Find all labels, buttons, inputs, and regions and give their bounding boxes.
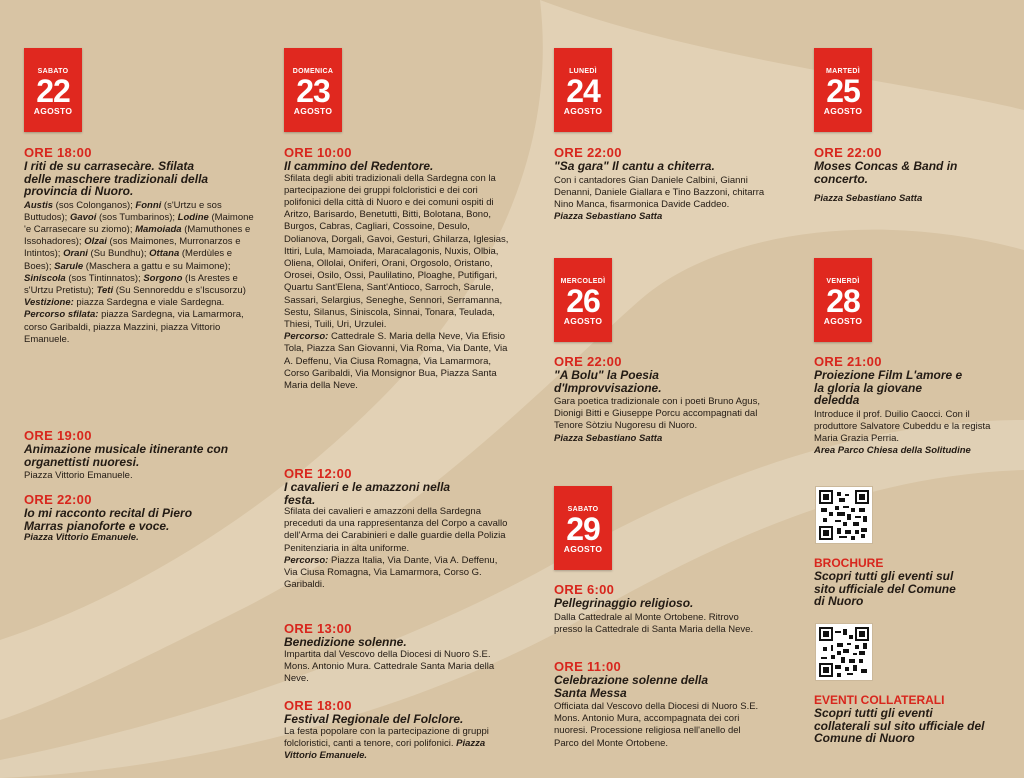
- event-body: [24, 200, 256, 346]
- event-time: ORE 22:00: [814, 145, 882, 160]
- event-time: ORE 12:00: [284, 466, 352, 481]
- brochure-heading: BROCHURE: [814, 556, 884, 570]
- event-title: I cavalieri e le amazzoni nella festa.: [284, 480, 451, 507]
- date-badge-28: [814, 258, 872, 342]
- event-22-1900: [24, 429, 256, 482]
- percorso-text: Cattedrale S. Maria della Neve, Via Efisio Tola, Piazza San Giovanni, Via Roma, Via Dante, Via A. Deffenu, Via Ciusa Romagna, Via Lamarmora, Corso Garibaldi, Via Monsignor Bua, Piazza Santa Maria della Neve.: [284, 331, 508, 391]
- badge-month: AGOSTO: [293, 106, 333, 116]
- event-body: Gara poetica tradizionale con i poeti Bruno Agus, Dionigi Bitti e Giuseppe Porcu accompagnati dal Tenore Sòtziu Nugoresu di Nuoro.: [554, 396, 760, 432]
- event-23-1300: [284, 622, 510, 685]
- event-title: Celebrazione solenne della Santa Messa: [554, 673, 709, 700]
- event-body: Officiata dal Vescovo della Diocesi di Nuoro S.E. Mons. Antonio Mura, accompagnata dei cori nuoresi. Processione religiosa nell'anello del Parco del Monte Ortobene.: [554, 701, 759, 749]
- event-26-2200: [554, 355, 768, 445]
- badge-month: AGOSTO: [563, 544, 603, 554]
- eventi-collaterali-text[interactable]: Scopri tutti gli eventi collaterali sul sito ufficiale del Comune di Nuoro: [814, 706, 985, 745]
- event-title: Pellegrinaggio religioso.: [554, 596, 694, 610]
- event-body: La festa popolare con la partecipazione di gruppi folcloristici, canti a tenore, cori polifonici. Piazza Vittorio Emanuele.: [284, 725, 489, 761]
- event-place: Piazza Sebastiano Satta: [814, 193, 923, 204]
- event-28-2100: [814, 355, 1014, 457]
- event-title: Il cammino del Redentore.: [284, 159, 434, 173]
- eventi-collaterali-heading: EVENTI COLLATERALI: [814, 693, 945, 707]
- event-time: ORE 11:00: [554, 659, 622, 674]
- event-title: Io mi racconto recital di Piero Marras pianoforte e voce.: [24, 506, 193, 533]
- badge-day-of-week: MERCOLEDÌ: [560, 278, 606, 285]
- date-badge-29: [554, 486, 612, 570]
- badge-day-number: 26: [566, 283, 600, 319]
- event-description: Sfilata dei cavalieri e amazzoni della Sardegna preceduti da una rappresentanza del Corpo a cavallo dell'Arma dei Carabinieri e dalle guardie della Polizia Penitenziaria in alta uniforme.: [284, 506, 508, 554]
- badge-day-of-week: SABATO: [567, 506, 599, 513]
- badge-day-of-week: MARTEDÌ: [826, 68, 860, 75]
- percorso-label: Percorso:: [284, 331, 329, 343]
- percorso-text: Piazza Italia, Via Dante, Via A. Deffenu, Via Ciusa Romagna, Via Lamarmora, Corso G. Garibaldi.: [284, 554, 498, 591]
- qr-code-icon[interactable]: [816, 487, 872, 543]
- badge-day-number: 29: [566, 511, 600, 547]
- badge-month: AGOSTO: [823, 316, 863, 326]
- event-body: [284, 173, 510, 393]
- brochure-section: [814, 557, 1014, 608]
- event-body: Impartita dal Vescovo della Diocesi di Nuoro S.E. Mons. Antonio Mura. Cattedrale Santa Maria della Neve.: [284, 648, 495, 684]
- badge-day-of-week: VENERDÌ: [826, 278, 860, 285]
- event-title: Moses Concas & Band in concerto.: [814, 159, 958, 186]
- event-place: Area Parco Chiesa della Solitudine: [814, 445, 971, 457]
- event-23-1000: [284, 146, 510, 392]
- date-badge-22: [24, 48, 82, 132]
- event-body: Dalla Cattedrale al Monte Ortobene. Ritrovo presso la Cattedrale di Santa Maria della Neve.: [554, 611, 754, 635]
- event-place: Piazza Vittorio Emanuele.: [284, 737, 486, 761]
- event-22-1800: [24, 146, 256, 346]
- qr-code-icon[interactable]: [816, 624, 872, 680]
- event-24-2200: [554, 146, 768, 223]
- event-time: ORE 22:00: [554, 354, 622, 369]
- event-time: ORE 21:00: [814, 354, 882, 369]
- badge-day-number: 28: [826, 283, 860, 319]
- badge-day-of-week: LUNEDÌ: [569, 68, 597, 75]
- town-list: Austis (sos Colonganos); Fonni (s'Urtzu e sos Buttudos); Gavoi (sos Tumbarinos); Lodine (Maimone 'e Carrasecare su ziomo); Mamoiada (Mamuthones e Issohadores); Olzai (sos Maimones, Murronarzos e Intintos); Orani (Su Bundhu); Ottana (Merdùles e Boes); Sarule (Maschera a gattu e su Maimone); Siniscola (sos Tintinnatos); Sorgono (Is Arestes e s'Urtzu Pretistu); Teti (Su Sennoreddu e s'Iscusorzu): [24, 199, 254, 296]
- eventi-collaterali-section: [814, 694, 1014, 745]
- event-time: ORE 22:00: [24, 492, 92, 507]
- event-title: "Sa gara" Il cantu a chiterra.: [554, 159, 715, 173]
- event-23-1800: [284, 699, 510, 762]
- event-29-1100: [554, 660, 768, 750]
- badge-month: AGOSTO: [823, 106, 863, 116]
- event-place: Piazza Sebastiano Satta: [554, 211, 663, 223]
- badge-day-number: 23: [296, 73, 330, 109]
- event-22-2200: [24, 493, 256, 544]
- event-title: I riti de su carrasecàre. Sfilata delle maschere tradizionali della provincia di Nuoro.: [24, 159, 209, 198]
- badge-day-of-week: SABATO: [37, 68, 69, 75]
- date-badge-25: [814, 48, 872, 132]
- badge-day-of-week: DOMENICA: [292, 68, 334, 75]
- event-time: ORE 6:00: [554, 582, 615, 597]
- vestizione-text: piazza Sardegna e viale Sardegna.: [73, 297, 225, 309]
- badge-month: AGOSTO: [563, 316, 603, 326]
- event-time: ORE 13:00: [284, 621, 352, 636]
- badge-day-number: 25: [826, 73, 860, 109]
- event-title: Animazione musicale itinerante con organettisti nuoresi.: [24, 442, 229, 469]
- event-title: "A Bolu" la Poesia d'Improvvisazione.: [554, 368, 662, 395]
- vestizione-label: Vestizione:: [24, 297, 74, 309]
- event-time: ORE 10:00: [284, 145, 352, 160]
- badge-month: AGOSTO: [33, 106, 73, 116]
- badge-month: AGOSTO: [563, 106, 603, 116]
- brochure-text[interactable]: Scopri tutti gli eventi sul sito ufficiale del Comune di Nuoro: [814, 569, 956, 608]
- date-badge-24: [554, 48, 612, 132]
- event-time: ORE 18:00: [284, 698, 352, 713]
- event-time: ORE 18:00: [24, 145, 92, 160]
- event-25-2200: [814, 146, 1014, 205]
- date-badge-23: [284, 48, 342, 132]
- event-description: Sfilata degli abiti tradizionali della Sardegna con la partecipazione dei gruppi folcloristici e dei cori polifonici della città di Nuoro e dei comuni ospiti di Aritzo, Barisardo, Benetutti, Bitti, Bolotana, Bono, Burgos, Cabras, Cagliari, Cossoine, Desulo, Dolianova, Dorgali, Gavoi, Gesturi, Ghilarza, Iglesias, Ittiri, Lula, Mamoiada, Maracalagonis, Nuxis, Olbia, Oliena, Ollolai, Oniferi, Orani, Orgosolo, Oristano, Orosei, Osilo, Ossi, Paulilatino, Ploaghe, Putifigari, Quartu Sant'Elena, Sant'Antioco, Sarroch, Sarule, Sassari, Selargius, Seneghe, Sennori, Serramanna, Sestu, Silanus, Siniscola, Sinnai, Tonara, Teulada, Thiesi, Tuili, Uri, Urzulei.: [284, 172, 509, 330]
- event-title: Festival Regionale del Folclore.: [284, 712, 464, 726]
- event-place: Piazza Vittorio Emanuele.: [24, 532, 139, 543]
- percorso-text: piazza Sardegna, via Lamarmora, corso Garibaldi, piazza Mazzini, piazza Vittorio Emanuele.: [24, 309, 244, 345]
- event-body: [284, 506, 510, 591]
- event-23-1200: [284, 467, 510, 591]
- event-29-0600: [554, 583, 768, 636]
- date-badge-26: [554, 258, 612, 342]
- event-time: ORE 19:00: [24, 428, 92, 443]
- event-place: Piazza Sebastiano Satta: [554, 432, 663, 444]
- event-time: ORE 22:00: [554, 145, 622, 160]
- percorso-label: Percorso sfilata:: [24, 309, 99, 321]
- event-body: Introduce il prof. Duilio Caocci. Con il produttore Salvatore Cubeddu e la regista Maria Grazia Perria.: [814, 408, 991, 444]
- percorso-label: Percorso:: [284, 554, 329, 566]
- event-title: Benedizione solenne.: [284, 635, 407, 649]
- event-body: Con i cantadores Gian Daniele Calbini, Gianni Denanni, Daniele Giallara e Tino Bazzoni, chitarra Nino Manca, fisarmonica Davide Caddeo.: [554, 174, 765, 210]
- badge-day-number: 24: [566, 73, 600, 109]
- event-title: Proiezione Film L'amore e la gloria la giovane deledda: [814, 368, 963, 407]
- event-body: Piazza Vittorio Emanuele.: [24, 470, 133, 481]
- badge-day-number: 22: [36, 73, 70, 109]
